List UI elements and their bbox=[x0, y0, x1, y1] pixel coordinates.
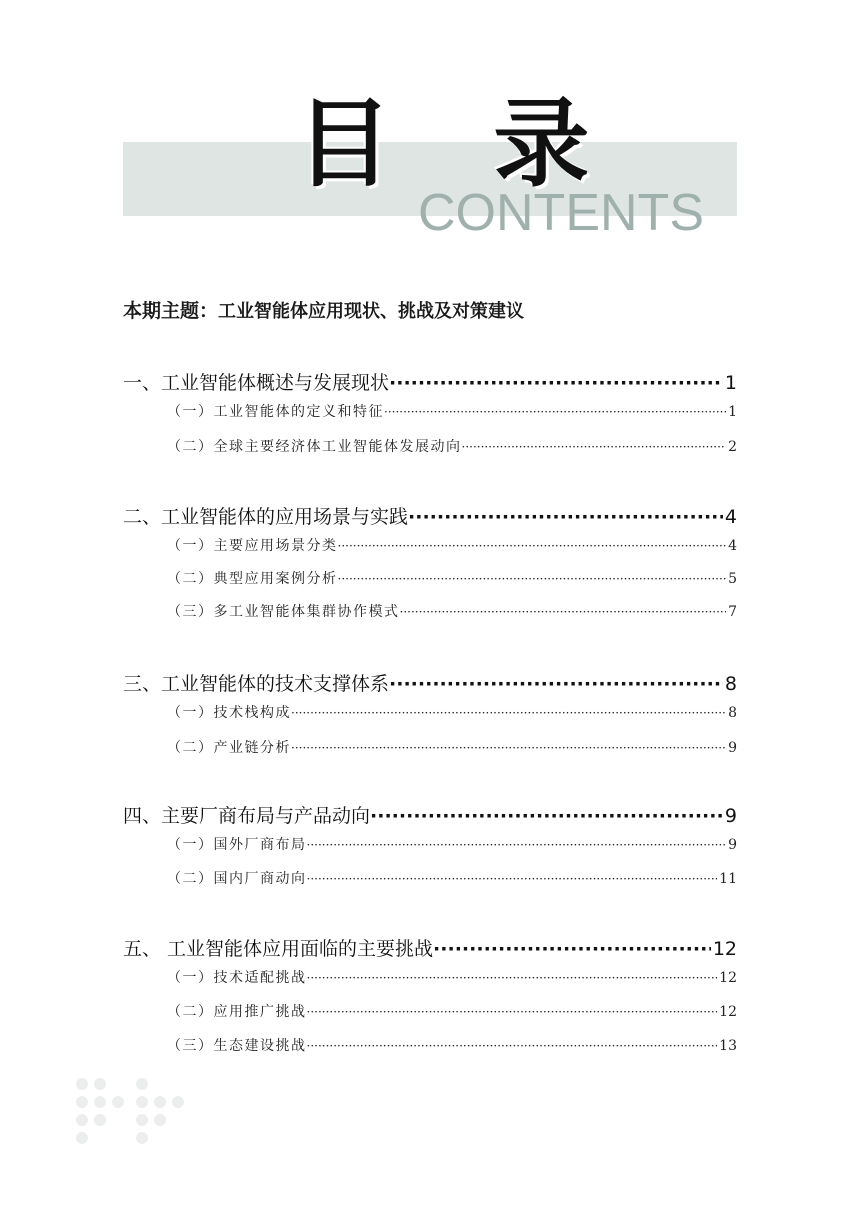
toc-subsection[interactable] bbox=[167, 737, 737, 757]
toc-page-number: 9 bbox=[724, 805, 737, 827]
leader-dots bbox=[307, 1005, 718, 1019]
toc-page-number: 1 bbox=[728, 404, 737, 420]
toc-subsection-title: （二）国内厂商动向 bbox=[167, 871, 307, 887]
toc-subsection-title: （二）全球主要经济体工业智能体发展动向 bbox=[167, 439, 462, 455]
toc-page-number: 1 bbox=[724, 372, 737, 394]
toc-subsection-title: （一）工业智能体的定义和特征 bbox=[167, 404, 384, 420]
page-title: 目 录 bbox=[296, 87, 624, 200]
toc-page-number: 8 bbox=[724, 673, 737, 695]
toc-subsection[interactable] bbox=[167, 702, 737, 722]
toc-subsection[interactable] bbox=[167, 1035, 737, 1055]
toc-page-number: 11 bbox=[719, 871, 737, 887]
toc-section[interactable] bbox=[123, 801, 737, 828]
toc-page-number: 4 bbox=[724, 506, 737, 528]
leader-dots bbox=[389, 372, 723, 394]
leader-dots bbox=[389, 673, 723, 695]
toc-subsection[interactable] bbox=[167, 601, 737, 621]
toc-page-number: 5 bbox=[728, 571, 737, 587]
toc-section-title: 一、工业智能体概述与发展现状 bbox=[123, 372, 390, 394]
toc-subsection-title: （一）主要应用场景分类 bbox=[167, 538, 338, 554]
toc-section[interactable] bbox=[123, 502, 737, 529]
theme-text: 工业智能体应用现状、挑战及对策建议 bbox=[218, 301, 525, 322]
toc-page-number: 12 bbox=[719, 970, 737, 986]
toc-section[interactable] bbox=[123, 934, 737, 961]
leader-dots bbox=[307, 1039, 718, 1053]
leader-dots bbox=[307, 971, 718, 985]
toc-page-number: 9 bbox=[728, 837, 737, 853]
leader-dots bbox=[338, 539, 727, 553]
page-subtitle-en: CONTENTS bbox=[418, 184, 704, 242]
toc-subsection-title: （二）应用推广挑战 bbox=[167, 1004, 307, 1020]
toc-subsection[interactable] bbox=[167, 834, 737, 854]
toc-page-number: 9 bbox=[728, 740, 737, 756]
toc-section[interactable] bbox=[123, 669, 737, 696]
leader-dots bbox=[307, 838, 727, 852]
toc-subsection-title: （三）生态建设挑战 bbox=[167, 1038, 307, 1054]
leader-dots bbox=[291, 741, 726, 755]
toc-subsection[interactable] bbox=[167, 568, 737, 588]
leader-dots bbox=[462, 440, 727, 454]
leader-dots bbox=[291, 706, 726, 720]
toc-page-number: 4 bbox=[728, 538, 737, 554]
decorative-dot-pattern bbox=[74, 1076, 194, 1146]
leader-dots bbox=[307, 872, 718, 886]
toc-page-number: 7 bbox=[728, 604, 737, 620]
toc-subsection[interactable] bbox=[167, 868, 737, 888]
leader-dots bbox=[408, 506, 723, 528]
toc-section-title: 三、工业智能体的技术支撑体系 bbox=[123, 673, 390, 695]
toc-page-number: 13 bbox=[719, 1038, 737, 1054]
toc-subsection[interactable] bbox=[167, 1001, 737, 1021]
toc-subsection[interactable] bbox=[167, 535, 737, 555]
toc-subsection-title: （二）典型应用案例分析 bbox=[167, 571, 338, 587]
toc-subsection-title: （一）国外厂商布局 bbox=[167, 837, 307, 853]
toc-section[interactable] bbox=[123, 368, 737, 395]
toc-section-title: 四、主要厂商布局与产品动向 bbox=[123, 805, 371, 827]
toc-subsection-title: （二）产业链分析 bbox=[167, 740, 291, 756]
leader-dots bbox=[338, 572, 727, 586]
toc-subsection-title: （一）技术栈构成 bbox=[167, 705, 291, 721]
leader-dots bbox=[370, 805, 723, 827]
toc-page-number: 12 bbox=[719, 1004, 737, 1020]
toc-page-number: 12 bbox=[712, 938, 737, 960]
toc-subsection[interactable] bbox=[167, 401, 737, 421]
leader-dots bbox=[433, 938, 711, 960]
issue-theme bbox=[123, 296, 524, 323]
theme-label: 本期主题： bbox=[123, 300, 219, 322]
leader-dots bbox=[384, 405, 726, 419]
toc-subsection[interactable] bbox=[167, 967, 737, 987]
toc-page-number: 8 bbox=[728, 705, 737, 721]
toc-subsection[interactable] bbox=[167, 436, 737, 456]
toc-subsection-title: （三）多工业智能体集群协作模式 bbox=[167, 604, 400, 620]
toc-section-title: 五、 工业智能体应用面临的主要挑战 bbox=[123, 938, 434, 960]
toc-page-number: 2 bbox=[728, 439, 737, 455]
leader-dots bbox=[400, 605, 727, 619]
toc-section-title: 二、工业智能体的应用场景与实践 bbox=[123, 506, 409, 528]
toc-subsection-title: （一）技术适配挑战 bbox=[167, 970, 307, 986]
